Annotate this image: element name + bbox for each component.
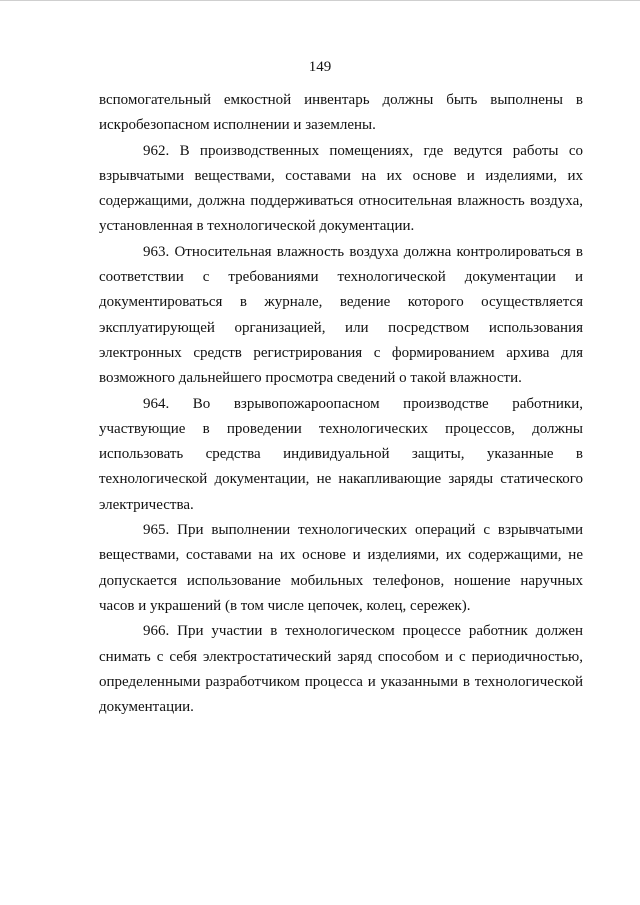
paragraph-966: 966. При участии в технологическом процессе работник должен снимать с себя электростатический заряд способом и с периодичностью, определенными разработчиком процесса и указанными в технологической документации. — [99, 623, 583, 716]
scan-edge-line — [0, 0, 640, 1]
paragraph-964: 964. Во взрывопожароопасном производстве работники, участвующие в проведении технологических процессов, должны использовать средства индивидуальной защиты, указанные в технологической документации, не накапливающие заряды статического электричества. — [99, 395, 583, 513]
paragraph-962: 962. В производственных помещениях, где ведутся работы со взрывчатыми веществами, составами на их основе и изделиями, их содержащими, должна поддерживаться относительная влажность воздуха, установленная в технологической документации. — [99, 142, 583, 235]
paragraph-965: 965. При выполнении технологических операций с взрывчатыми веществами, составами на их основе и изделиями, их содержащими, не допускается использование мобильных телефонов, ношение наручных часов и украшений (в том числе цепочек, колец, сережек). — [99, 522, 583, 614]
paragraph-963: 963. Относительная влажность воздуха должна контролироваться в соответствии с требованиями технологической документации и документироваться в журнале, ведение которого осуществляется эксплуатирующей организацией, или посредством использования электронных средств регистрирования с формированием архива для возможного дальнейшего просмотра сведений о такой влажности. — [99, 243, 583, 387]
page-number: 149 — [308, 59, 332, 75]
paragraph-continuation: вспомогательный емкостной инвентарь должны быть выполнены в искробезопасном исполнении и заземлены. — [99, 92, 583, 134]
document-body — [99, 88, 583, 720]
